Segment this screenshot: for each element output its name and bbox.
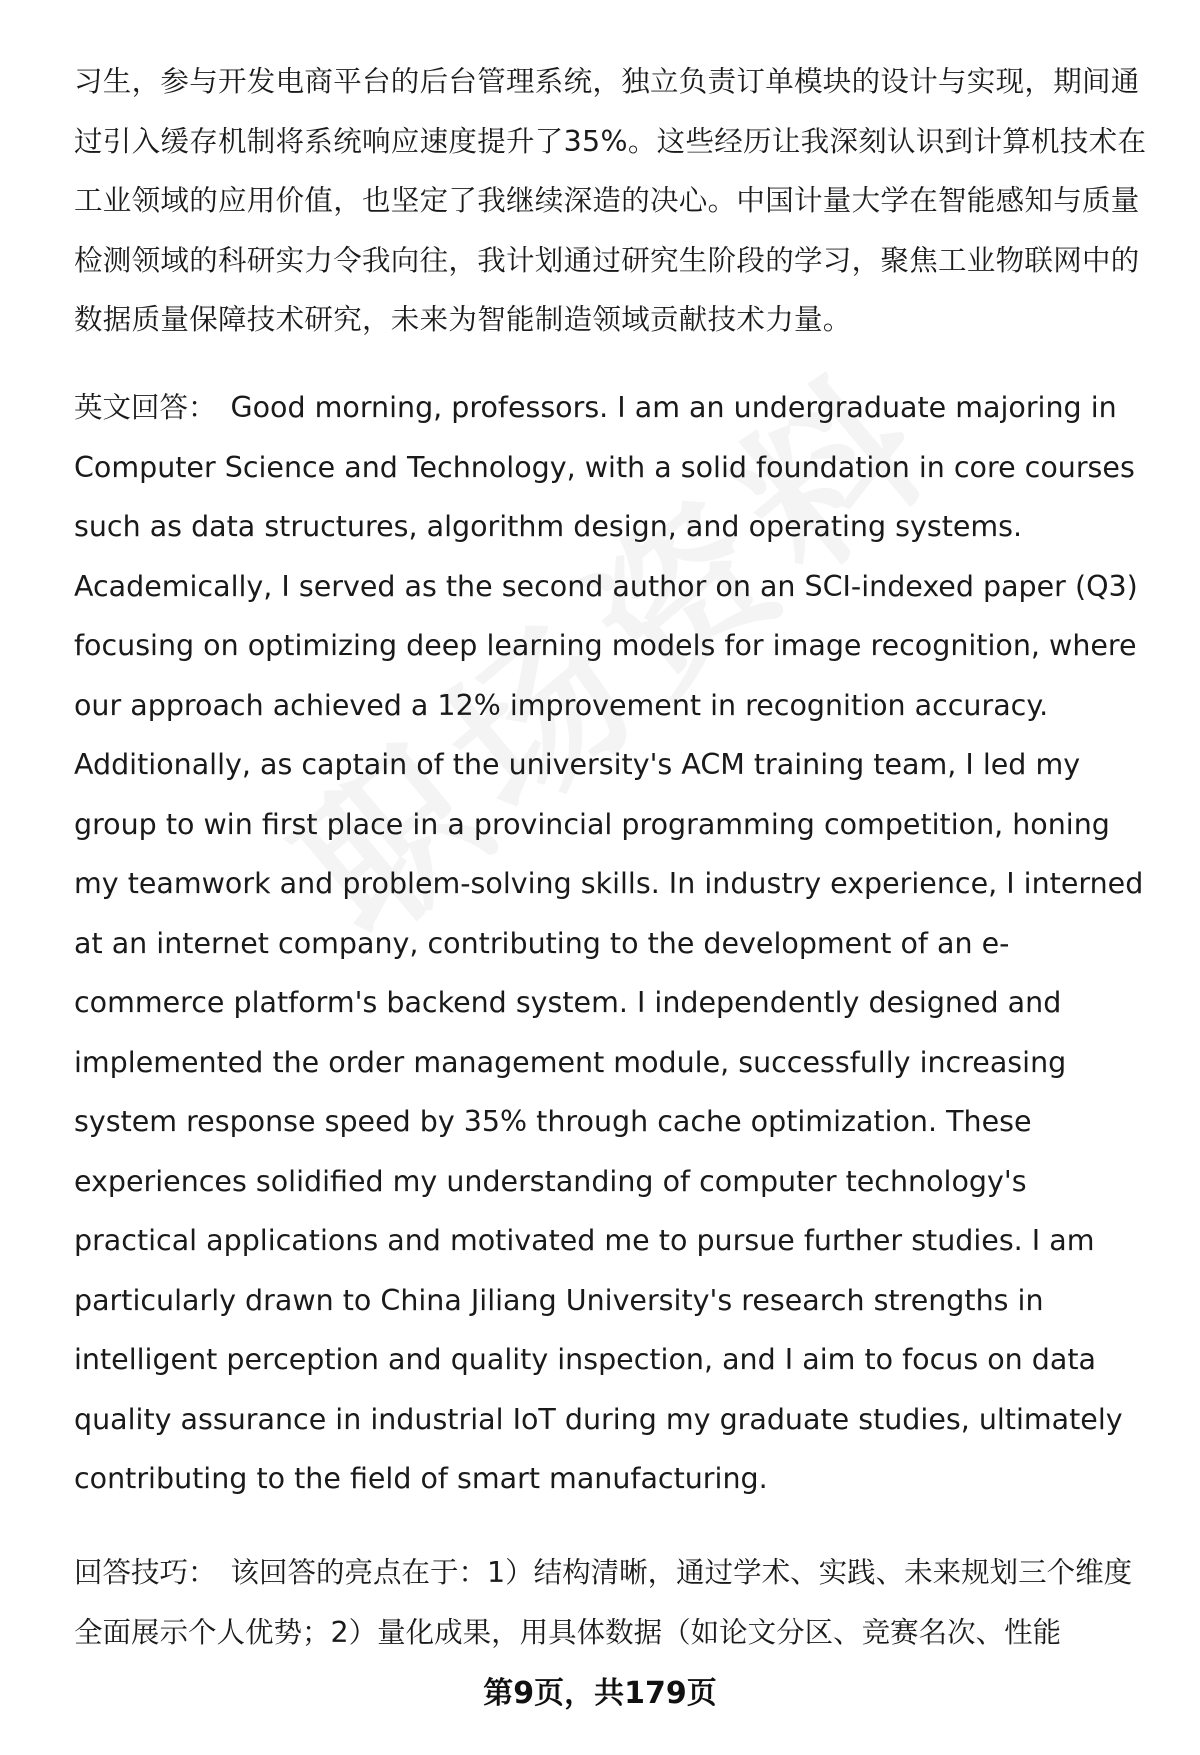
page-indicator: 第9页，共179页 xyxy=(483,1676,717,1711)
tips-paragraph xyxy=(74,1543,1154,1662)
english-answer-text: Good morning, professors. I am an undergraduate majoring in Computer Science and Technology, with a solid foundation in core courses such as data structures, algorithm design, and operating systems. Academically, I served as the second author on an SCI-indexed paper (Q3) focusing on optimizing deep learning models for image recognition, where our approach achieved a 12% improvement in recognition accuracy. Additionally, as captain of the university's ACM training team, I led my group to win first place in a provincial programming competition, honing my teamwork and problem-solving skills. In industry experience, I interned at an internet company, contributing to the development of an e-commerce platform's backend system. I independently designed and implemented the order management module, successfully increasing system response speed by 35% through cache optimization. These experiences solidified my understanding of computer technology's practical applications and motivated me to pursue further studies. I am particularly drawn to China Jiliang University's research strengths in intelligent perception and quality inspection, and I aim to focus on data quality assurance in industrial IoT during my graduate studies, ultimately contributing to the field of smart manufacturing. xyxy=(74,391,1144,1495)
english-answer-label: 英文回答： xyxy=(74,391,217,424)
tips-text: 该回答的亮点在于：1）结构清晰，通过学术、实践、未来规划三个维度全面展示个人优势；2）量化成果，用具体数据（如论文分区、竞赛名次、性能 xyxy=(74,1556,1133,1649)
english-answer-paragraph xyxy=(74,378,1154,1509)
tips-label: 回答技巧： xyxy=(74,1556,217,1589)
continued-paragraph: 习生，参与开发电商平台的后台管理系统，独立负责订单模块的设计与实现，期间通过引入缓存机制将系统响应速度提升了35%。这些经历让我深刻认识到计算机技术在工业领域的应用价值，也坚定了我继续深造的决心。中国计量大学在智能感知与质量检测领域的科研实力令我向往，我计划通过研究生阶段的学习，聚焦工业物联网中的数据质量保障技术研究，未来为智能制造领域贡献技术力量。 xyxy=(74,65,1147,336)
